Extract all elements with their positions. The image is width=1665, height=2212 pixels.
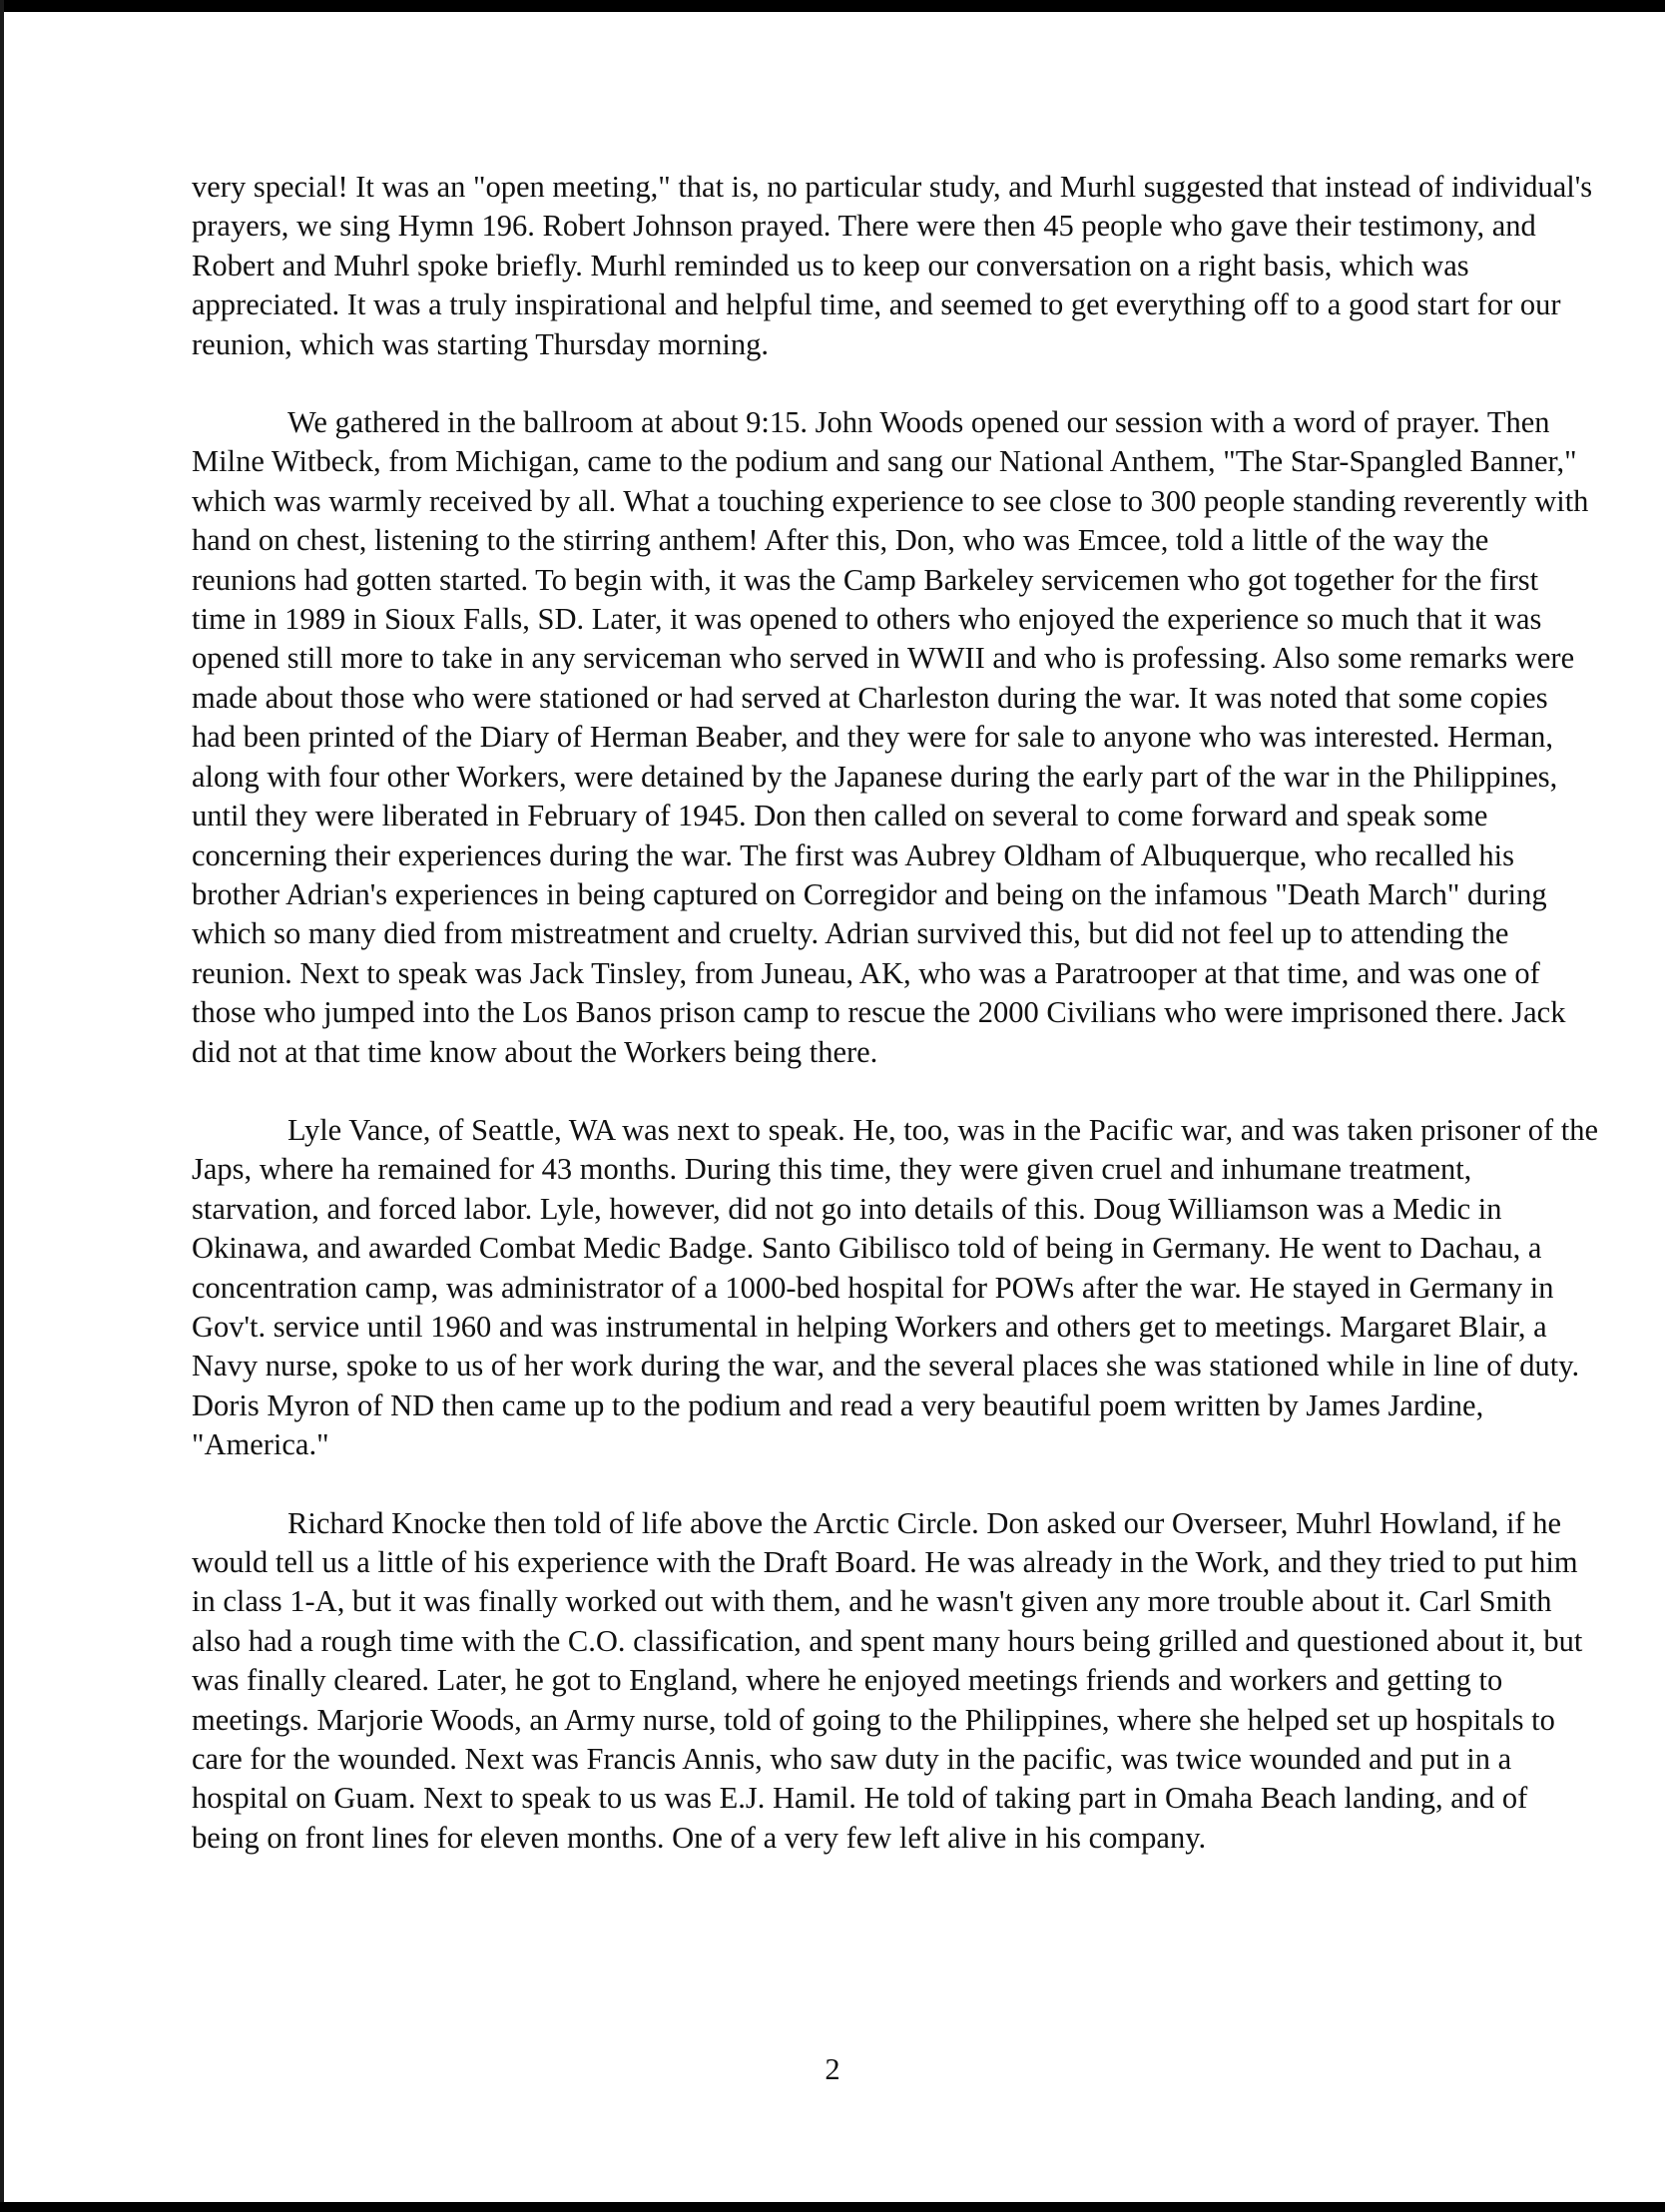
scan-border-bottom (0, 2202, 1665, 2212)
document-body (192, 168, 1599, 1897)
paragraph-1: very special! It was an "open meeting," that is, no particular study, and Murhl suggested that instead of individual's prayers, we sing Hymn 196. Robert Johnson prayed. There were then 45 people who gave their testimony, and Robert and Muhrl spoke briefly. Murhl reminded us to keep our conversation on a right basis, which was appreciated. It was a truly inspirational and helpful time, and seemed to get everything off to a good start for our reunion, which was starting Thursday morning. (192, 170, 1593, 361)
scan-border-top (0, 0, 1665, 12)
page-number: 2 (825, 2052, 840, 2086)
paragraph-4: Richard Knocke then told of life above the Arctic Circle. Don asked our Overseer, Muhrl Howland, if he would tell us a little of his experience with the Draft Board. He was already in the Work, and they tried to put him in class 1-A, but it was finally worked out with them, and he wasn't given any more trouble about it. Carl Smith also had a rough time with the C.O. classification, and spent many hours being grilled and questioned about it, but was finally cleared. Later, he got to England, where he enjoyed meetings friends and workers and getting to meetings. Marjorie Woods, an Army nurse, told of going to the Philippines, where she helped set up hospitals to care for the wounded. Next was Francis Annis, who saw duty in the pacific, was twice wounded and put in a hospital on Guam. Next to speak to us was E.J. Hamil. He told of taking part in Omaha Beach landing, and of being on front lines for eleven months. One of a very few left alive in his company. (192, 1505, 1583, 1855)
scan-border-left (0, 0, 4, 2212)
paragraph-3: Lyle Vance, of Seattle, WA was next to speak. He, too, was in the Pacific war, and was taken prisoner of the Japs, where ha remained for 43 months. During this time, they were given cruel and inhumane treatment, starvation, and forced labor. Lyle, however, did not go into details of this. Doug Williamson was a Medic in Okinawa, and awarded Combat Medic Badge. Santo Gibilisco told of being in Germany. He went to Dachau, a concentration camp, was administrator of a 1000-bed hospital for POWs after the war. He stayed in Germany in Gov't. service until 1960 and was instrumental in helping Workers and others get to meetings. Margaret Blair, a Navy nurse, spoke to us of her work during the war, and the several places she was stationed while in line of duty. Doris Myron of ND then came up to the podium and read a very beautiful poem written by James Jardine, "America." (192, 1112, 1599, 1462)
paragraph-2: We gathered in the ballroom at about 9:15. John Woods opened our session with a word of prayer. Then Milne Witbeck, from Michigan, came to the podium and sang our National Anthem, "The Star-Spangled Banner," which was warmly received by all. What a touching experience to see close to 300 people standing reverently with hand on chest, listening to the stirring anthem! After this, Don, who was Emcee, told a little of the way the reunions had gotten started. To begin with, it was the Camp Barkeley servicemen who got together for the first time in 1989 in Sioux Falls, SD. Later, it was opened to others who enjoyed the experience so much that it was opened still more to take in any serviceman who served in WWII and who is professing. Also some remarks were made about those who were stationed or had served at Charleston during the war. It was noted that some copies had been printed of the Diary of Herman Beaber, and they were for sale to anyone who was interested. Herman, along with four other Workers, were detained by the Japanese during the early part of the war in the Philippines, until they were liberated in February of 1945. Don then called on several to come forward and speak some concerning their experiences during the war. The first was Aubrey Oldham of Albuquerque, who recalled his brother Adrian's experiences in being captured on Corregidor and being on the infamous "Death March" during which so many died from mistreatment and cruelty. Adrian survived this, but did not feel up to attending the reunion. Next to speak was Jack Tinsley, from Juneau, AK, who was a Paratrooper at that time, and was one of those who jumped into the Los Banos prison camp to rescue the 2000 Civilians who were imprisoned there. Jack did not at that time know about the Workers being there. (192, 405, 1589, 1069)
